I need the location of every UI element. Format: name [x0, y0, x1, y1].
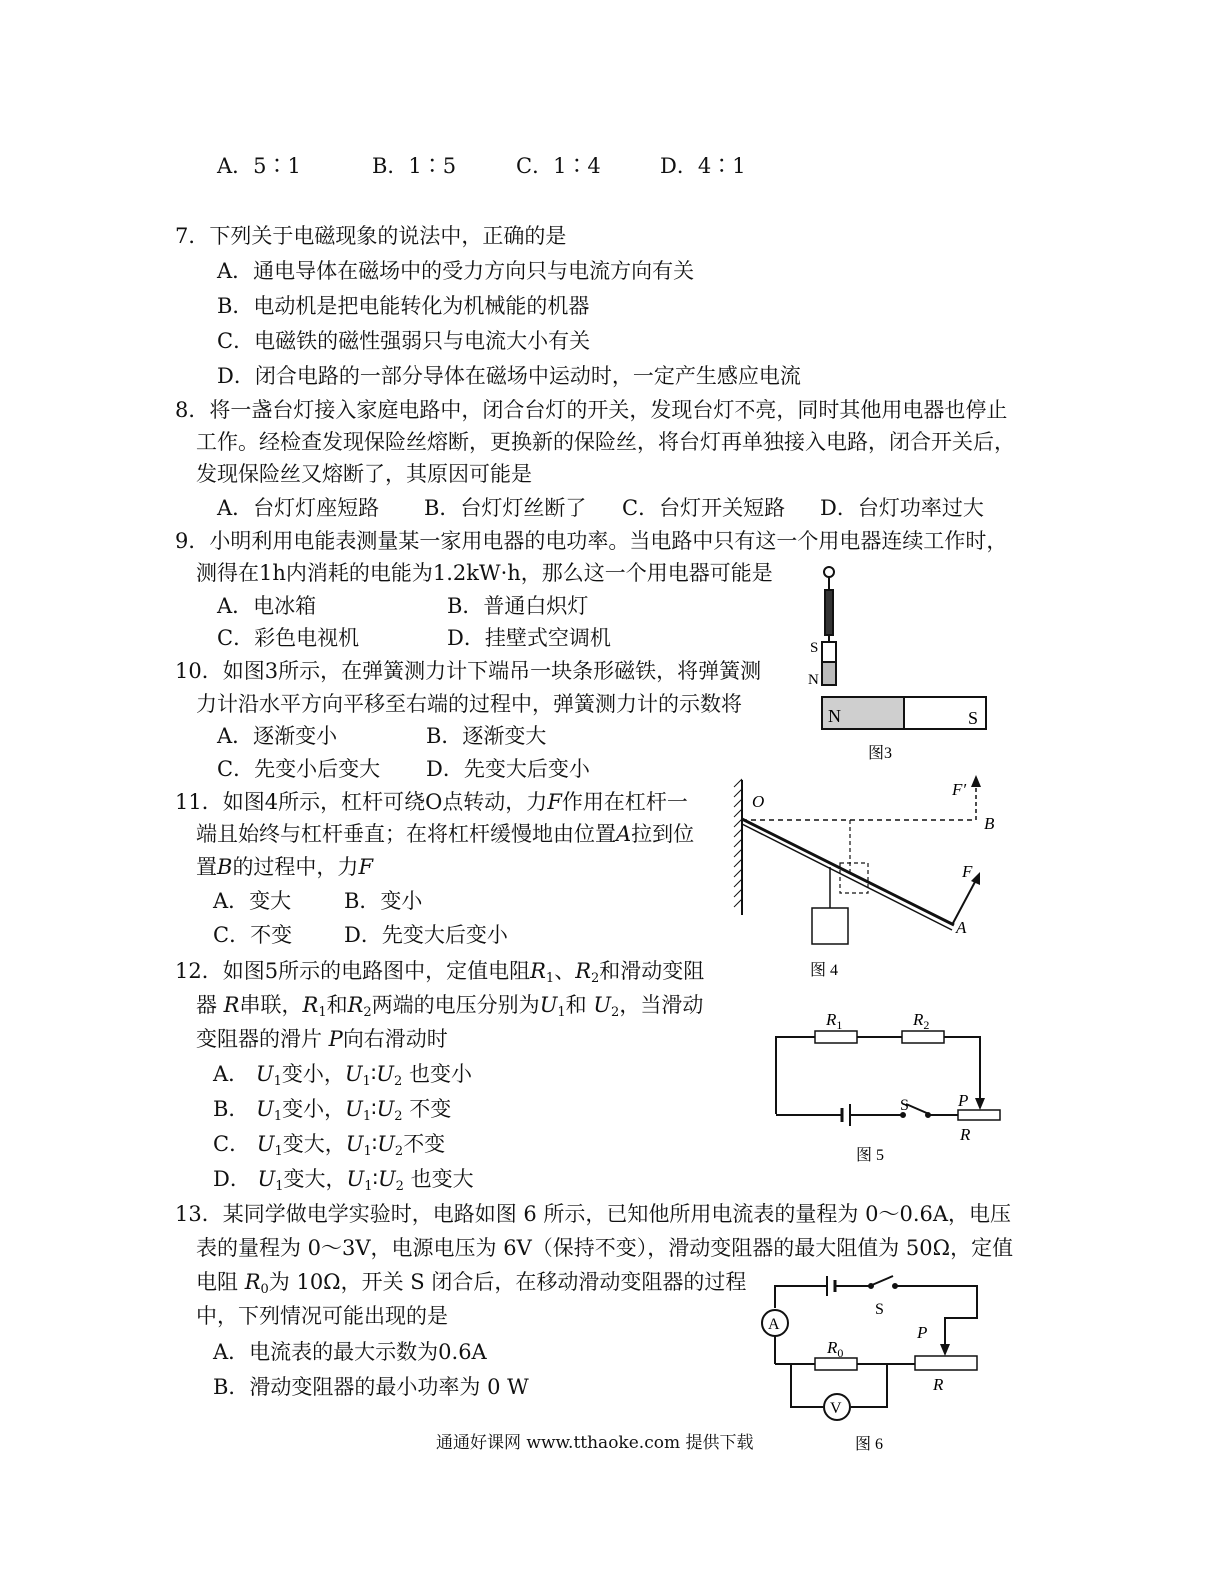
q8-option-a: A．台灯灯座短路 [217, 496, 380, 520]
q10-option-d: D．先变大后变小 [426, 757, 590, 781]
figure-4 [730, 775, 1010, 985]
fig5-r2-label: $R_2$ [913, 1010, 930, 1032]
q7-option-c: C．电磁铁的磁性强弱只与电流大小有关 [217, 329, 591, 353]
fig6-r0-label: $R_0$ [827, 1338, 844, 1360]
q13-stem-line1: 13．某同学做电学实验时，电路如图 6 所示，已知他所用电流表的量程为 0～0.6A，电压 [175, 1202, 1012, 1226]
fig5-s-label: S [900, 1097, 909, 1114]
q6-option-c: C．1∶4 [516, 154, 601, 178]
q7-option-a: A．通电导体在磁场中的受力方向只与电流方向有关 [217, 259, 695, 283]
fig6-p-label: P [917, 1323, 928, 1342]
q12-stem-line2: 器 R串联，$R_1$和$R_2$两端的电压分别为$U_1$和 $U_2$，当滑动 [196, 993, 704, 1020]
fig3-bar-n-label: N [828, 706, 841, 726]
q11-option-c: C．不变 [213, 923, 293, 947]
fig5-r-label: R [960, 1125, 971, 1144]
fig4-a-label: A [956, 918, 967, 937]
fig3-caption: 图3 [868, 745, 893, 762]
q9-option-a: A．电冰箱 [217, 594, 317, 618]
q7-option-d: D．闭合电路的一部分导体在磁场中运动时，一定产生感应电流 [217, 364, 801, 388]
q9-stem-line2: 测得在1h内消耗的电能为1.2kW·h，那么这一个用电器可能是 [196, 561, 773, 585]
q11-option-a: A．变大 [213, 889, 292, 913]
fig4-b-label: B [984, 814, 995, 833]
fig3-bar-s-label: S [968, 708, 979, 728]
q9-option-d: D．挂壁式空调机 [447, 626, 611, 650]
q12-option-a: A． $U_1$变小，$U_1∶U_2$ 也变小 [213, 1062, 472, 1089]
q10-stem-line2: 力计沿水平方向平移至右端的过程中，弹簧测力计的示数将 [196, 692, 742, 716]
q9-stem-line1: 9．小明利用电能表测量某一家用电器的电功率。当电路中只有这一个用电器连续工作时， [175, 529, 1008, 553]
fig4-f-label: F [962, 862, 973, 881]
fig6-voltmeter-label: V [830, 1400, 842, 1417]
q12-stem-line1: 12．如图5所示的电路图中，定值电阻$R_1$、$R_2$和滑动变阻 [175, 959, 705, 986]
q13-option-b: B．滑动变阻器的最小功率为 0 W [213, 1375, 529, 1399]
q7-stem: 7．下列关于电磁现象的说法中，正确的是 [175, 224, 567, 248]
q10-option-b: B．逐渐变大 [426, 724, 547, 748]
q12-option-b: B． $U_1$变小，$U_1∶U_2$ 不变 [213, 1097, 452, 1124]
q13-stem-line2: 表的量程为 0～3V，电源电压为 6V（保持不变），滑动变阻器的最大阻值为 50Ω，定值 [196, 1236, 1014, 1260]
q8-stem-line3: 发现保险丝又熔断了，其原因可能是 [196, 462, 532, 486]
fig3-spring-n-label: N [808, 672, 819, 688]
q8-stem-line1: 8．将一盏台灯接入家庭电路中，闭合台灯的开关，发现台灯不亮，同时其他用电器也停止 [175, 398, 1008, 422]
fig6-ammeter-label: A [768, 1316, 780, 1333]
fig4-caption: 图 4 [810, 962, 839, 979]
q12-option-d: D． $U_1$变大，$U_1∶U_2$ 也变大 [213, 1167, 474, 1194]
fig3-spring-s-label: S [810, 640, 819, 656]
fig5-r1-label: $R_1$ [826, 1010, 843, 1032]
q8-option-d: D．台灯功率过大 [820, 496, 984, 520]
fig6-caption: 图 6 [855, 1436, 884, 1453]
q11-stem-line1: 11．如图4所示，杠杆可绕O点转动，力F作用在杠杆一 [175, 790, 688, 814]
q6-option-a: A．5∶1 [217, 154, 301, 178]
q11-stem-line2: 端且始终与杠杆垂直；在将杠杆缓慢地由位置A拉到位 [196, 822, 695, 846]
q11-stem-line3: 置B的过程中，力F [196, 855, 374, 879]
q10-option-c: C．先变小后变大 [217, 757, 381, 781]
q8-option-b: B．台灯灯丝断了 [424, 496, 587, 520]
q10-option-a: A．逐渐变小 [217, 724, 338, 748]
fig5-p-label: P [958, 1091, 969, 1110]
q11-option-d: D．先变大后变小 [344, 923, 508, 947]
q6-option-d: D．4∶1 [660, 154, 746, 178]
q8-option-c: C．台灯开关短路 [622, 496, 786, 520]
q12-option-c: C． $U_1$变大，$U_1∶U_2$不变 [213, 1132, 446, 1159]
fig4-fprime-label: F′ [952, 780, 967, 799]
q13-stem-line3: 电阻 $R_0$为 10Ω，开关 S 闭合后，在移动滑动变阻器的过程 [196, 1270, 747, 1297]
q9-option-c: C．彩色电视机 [217, 626, 360, 650]
q9-option-b: B．普通白炽灯 [447, 594, 589, 618]
fig4-o-label: O [752, 792, 765, 811]
footer-source: 通通好课网 www.tthaoke.com 提供下载 [436, 1433, 754, 1453]
q13-option-a: A．电流表的最大示数为0.6A [213, 1340, 487, 1364]
figure-6 [755, 1268, 995, 1458]
fig6-r-label: R [933, 1375, 944, 1394]
q12-stem-line3: 变阻器的滑片 P向右滑动时 [196, 1027, 448, 1051]
q7-option-b: B．电动机是把电能转化为机械能的机器 [217, 294, 590, 318]
figure-3 [800, 560, 1000, 770]
fig5-caption: 图 5 [856, 1147, 885, 1164]
q11-option-b: B．变小 [344, 889, 423, 913]
q10-stem-line1: 10．如图3所示，在弹簧测力计下端吊一块条形磁铁，将弹簧测 [175, 659, 762, 683]
q13-stem-line4: 中，下列情况可能出现的是 [196, 1304, 448, 1328]
q6-option-b: B．1∶5 [372, 154, 457, 178]
figure-5 [770, 1000, 1010, 1170]
fig6-s-label: S [875, 1301, 884, 1318]
q8-stem-line2: 工作。经检查发现保险丝熔断，更换新的保险丝，将台灯再单独接入电路，闭合开关后， [196, 430, 1015, 454]
